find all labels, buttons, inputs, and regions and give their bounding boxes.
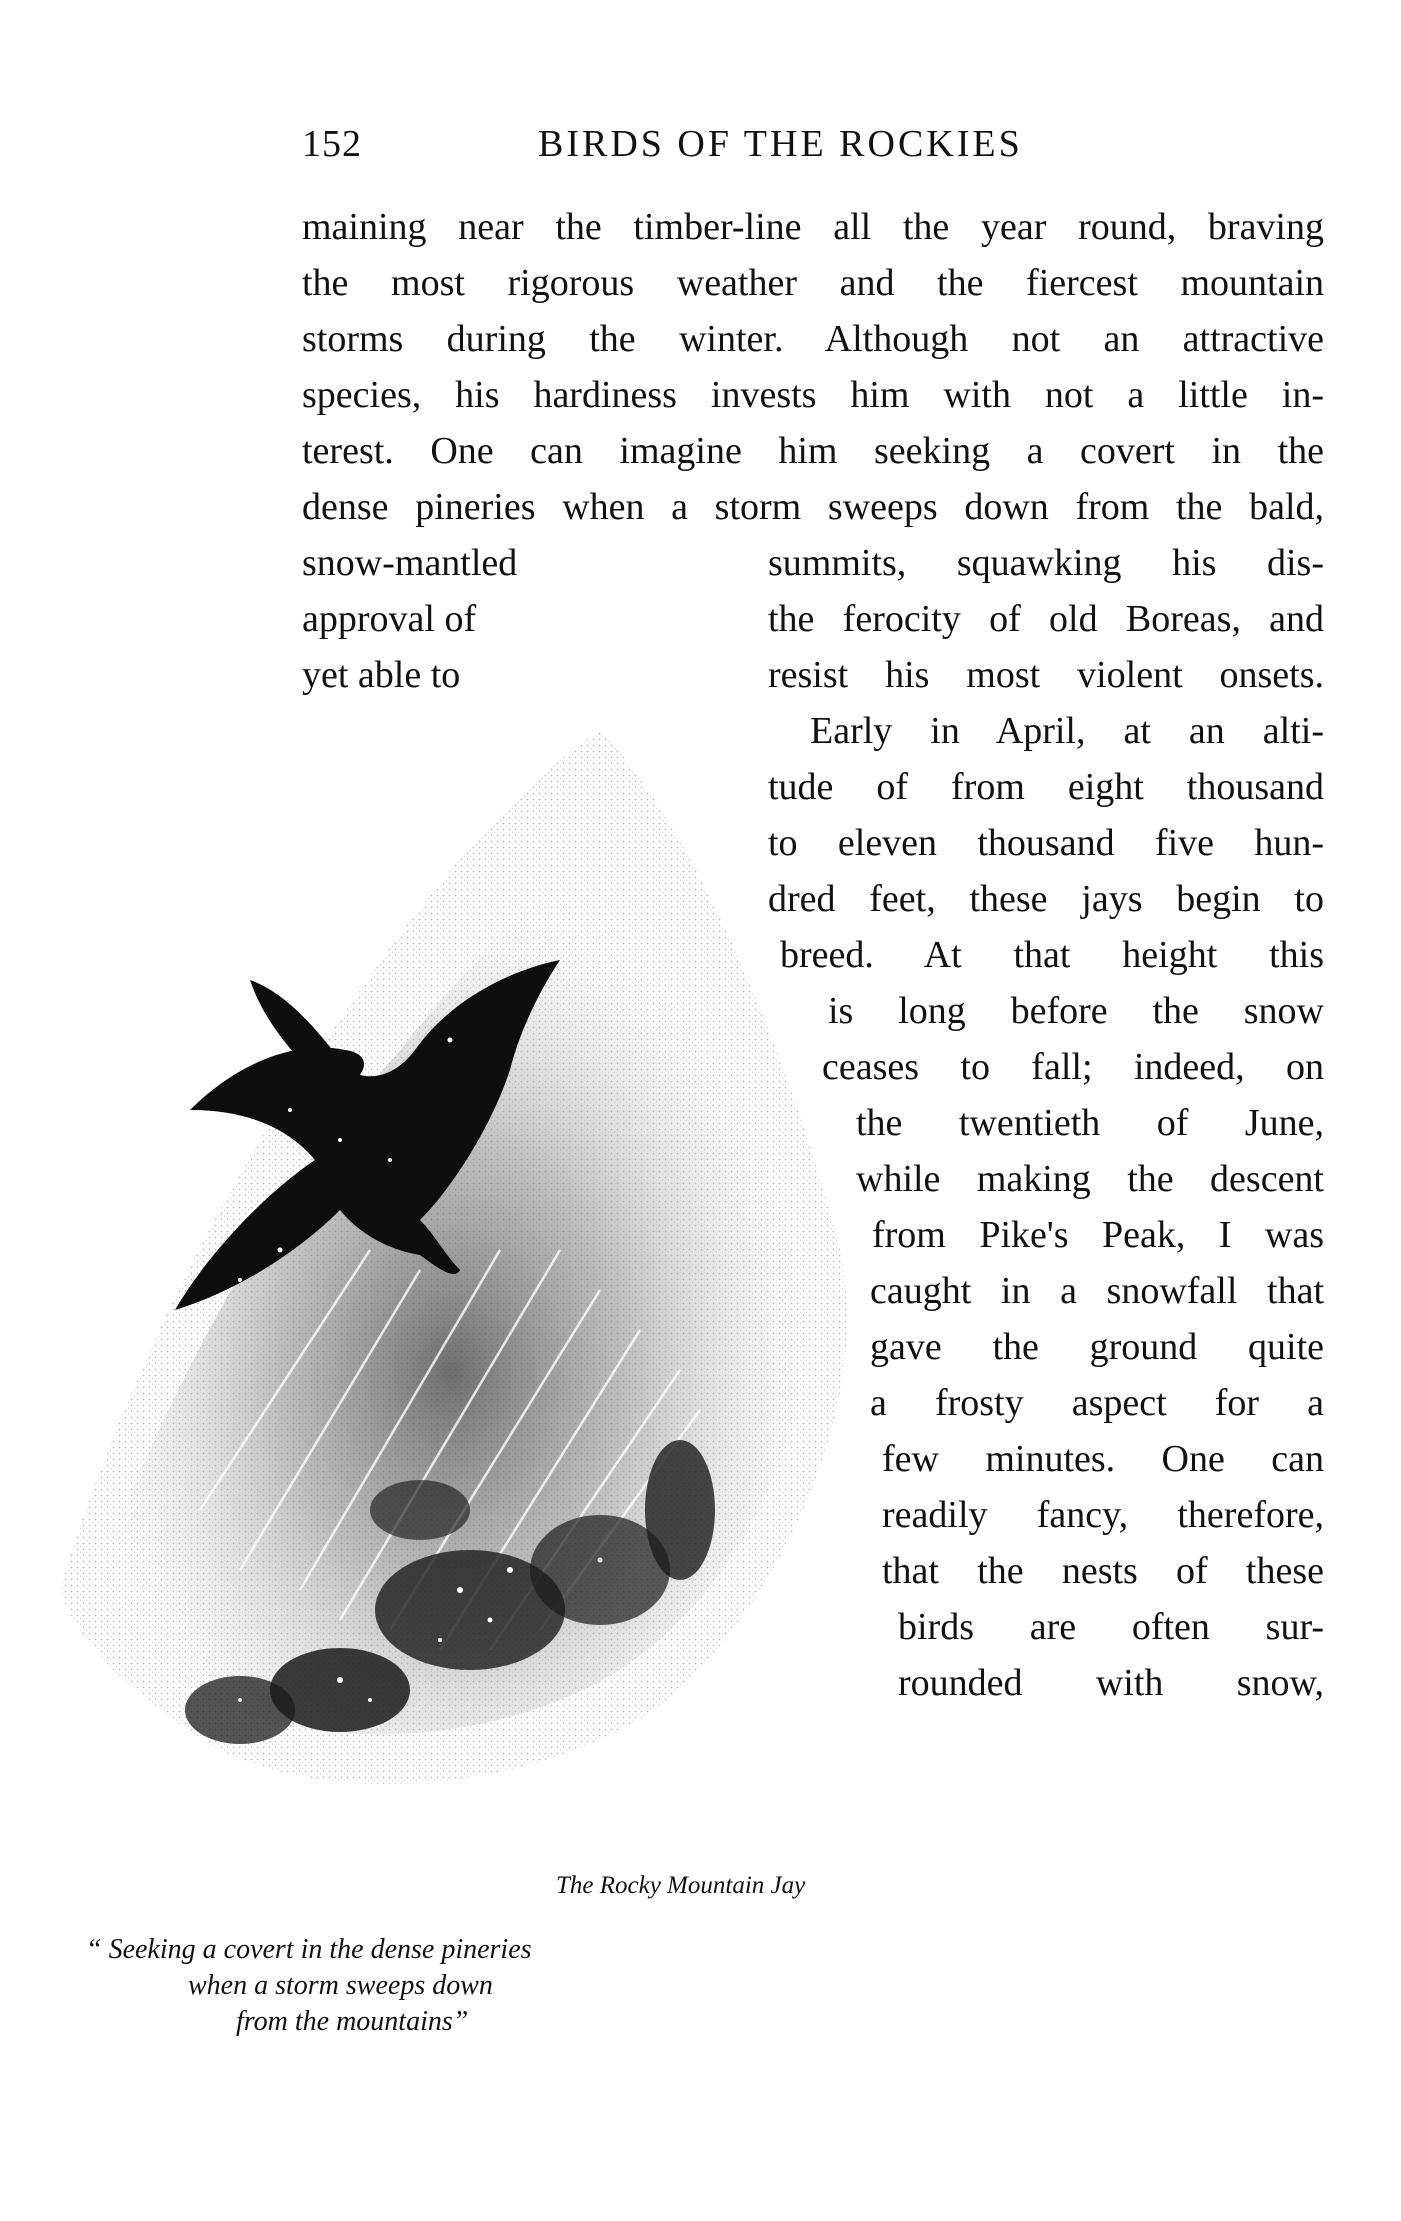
right-column-line: from Pike's Peak, I was [872,1214,1324,1256]
right-column-line: is long before the snow [828,990,1324,1032]
right-column-line: readily fancy, therefore, [882,1494,1324,1536]
right-column-line: breed. At that height this [780,934,1324,976]
right-column-line: while making the descent [856,1158,1324,1200]
right-column-line: that the nests of these [882,1550,1324,1592]
body-line: terest. One can imagine him seeking a covert in the [302,430,1324,472]
illustration-quote-line: from the mountains” [236,2006,469,2037]
right-column-line: ceases to fall; indeed, on [822,1046,1324,1088]
left-column-line: yet able to [302,654,461,696]
left-column-line: snow-mantled [302,542,518,584]
body-line: maining near the timber-line all the year round, braving [302,206,1324,248]
right-column-line: gave the ground quite [870,1326,1324,1368]
body-line: species, his hardiness invests him with not a little in- [302,374,1324,416]
page-header [302,122,1302,172]
body-line: dense pineries when a storm sweeps down from the bald, [302,486,1324,528]
right-column-line: dred feet, these jays begin to [768,878,1324,920]
page-number: 152 [302,123,362,165]
illustration-title: The Rocky Mountain Jay [556,1872,806,1899]
running-head: BIRDS OF THE ROCKIES [538,123,1023,165]
jay-illustration [40,690,900,1850]
body-line: the most rigorous weather and the fiercest mountain [302,262,1324,304]
right-column-line: rounded with snow, [898,1662,1324,1704]
left-column-line: approval of [302,598,477,640]
right-column-line: birds are often sur- [898,1606,1324,1648]
right-column-line: tude of from eight thousand [768,766,1324,808]
right-column-line: the ferocity of old Boreas, and [768,598,1324,640]
illustration-quote-line: when a storm sweeps down [188,1970,493,2001]
right-column-line: the twentieth of June, [856,1102,1324,1144]
right-column-line: summits, squawking his dis- [768,542,1324,584]
right-column-line: few minutes. One can [882,1438,1324,1480]
body-line: storms during the winter. Although not an attractive [302,318,1324,360]
right-column-line: resist his most violent onsets. [768,654,1324,696]
right-column-line: to eleven thousand five hun- [768,822,1324,864]
right-column-line: caught in a snowfall that [870,1270,1324,1312]
right-column-line: a frosty aspect for a [870,1382,1324,1424]
right-column-line: Early in April, at an alti- [810,710,1324,752]
illustration-quote-line: “ Seeking a covert in the dense pineries [86,1934,532,1965]
